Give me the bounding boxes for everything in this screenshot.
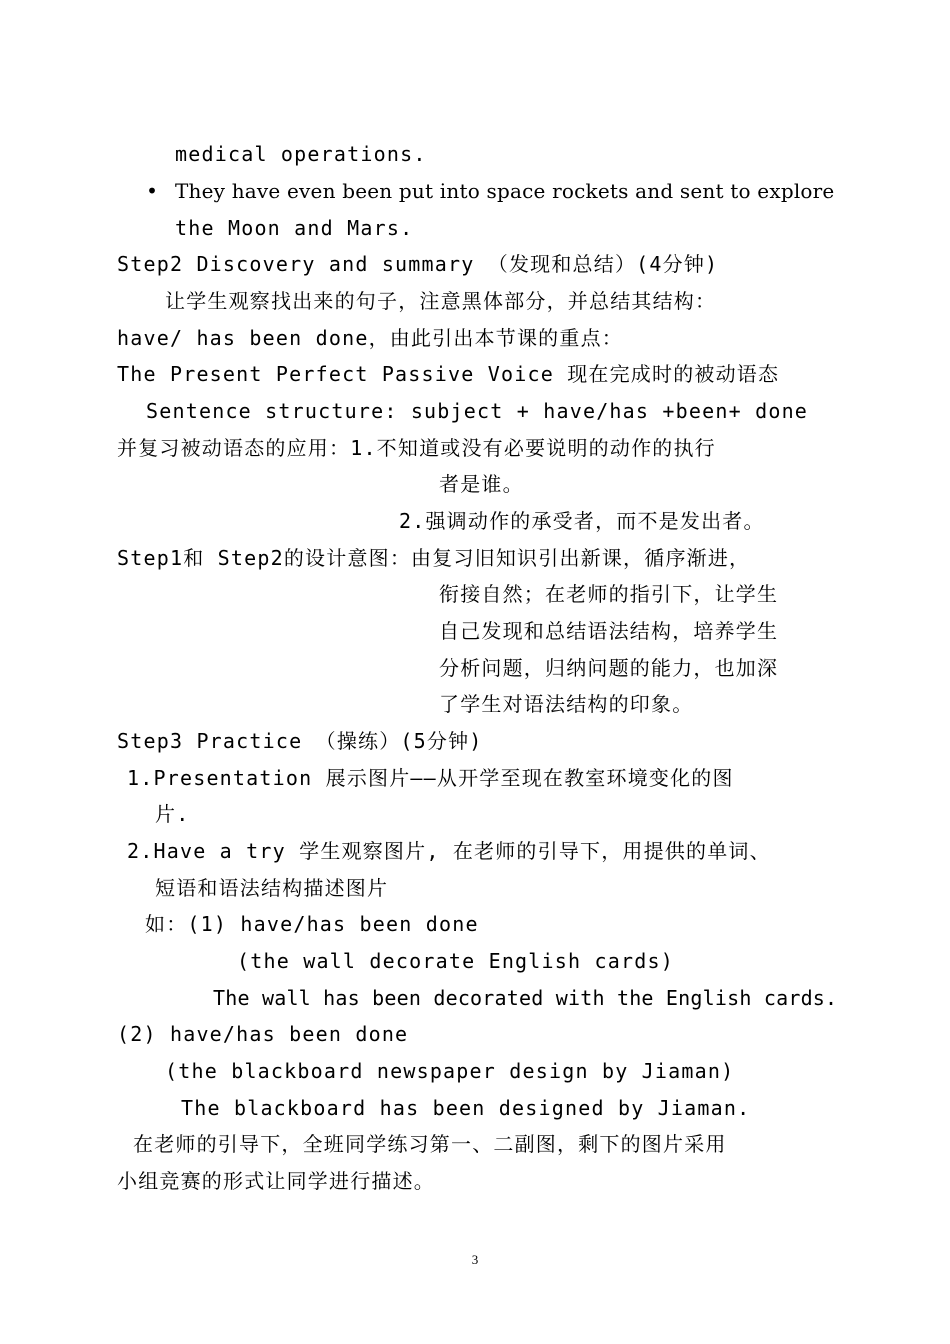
text-line: have/ has been done，由此引出本节课的重点： (117, 326, 623, 350)
text-line: The wall has been decorated with the English cards. (213, 986, 838, 1010)
text-line: 1.Presentation 展示图片——从开学至现在教室环境变化的图 (127, 766, 734, 790)
text-line: 如：(1) have/has been done (145, 912, 479, 936)
text-line: The blackboard has been designed by Jiaman. (181, 1096, 751, 1120)
text-line: 让学生观察找出来的句子，注意黑体部分，并总结其结构： (165, 289, 717, 313)
text-line: The Present Perfect Passive Voice 现在完成时的被动语态 (117, 362, 780, 386)
text-line: the Moon and Mars. (175, 216, 414, 240)
text-line: They have even been put into space rockets and sent to explore (175, 179, 835, 203)
text-line: (the blackboard newspaper design by Jiaman) (165, 1059, 735, 1083)
text-line: 在老师的引导下，全班同学练习第一、二副图，剩下的图片采用 (133, 1132, 727, 1156)
section-heading: Step2 Discovery and summary （发现和总结）(4分钟) (117, 252, 719, 276)
text-line: 衔接自然；在老师的指引下，让学生 (439, 582, 779, 606)
text-line: 并复习被动语态的应用：1.不知道或没有必要说明的动作的执行 (117, 436, 716, 460)
text-line: medical operations. (175, 142, 427, 166)
page-number: 3 (471, 1252, 479, 1267)
text-line: 分析问题，归纳问题的能力，也加深 (439, 656, 779, 680)
section-heading: Step3 Practice （操练）(5分钟) (117, 729, 483, 753)
text-line: 小组竞赛的形式让同学进行描述。 (117, 1169, 435, 1193)
text-line: (2) have/has been done (117, 1022, 409, 1046)
text-line: 了学生对语法结构的印象。 (439, 692, 694, 716)
text-line: Sentence structure: subject + have/has +been+ done (146, 399, 809, 423)
text-line: Step1和 Step2的设计意图：由复习旧知识引出新课，循序渐进， (117, 546, 751, 570)
text-line: 2.Have a try 学生观察图片, 在老师的引导下，用提供的单词、 (127, 839, 771, 863)
text-line: (the wall decorate English cards) (237, 949, 674, 973)
text-line: 2.强调动作的承受者，而不是发出者。 (399, 509, 765, 533)
text-line: 自己发现和总结语法结构，培养学生 (439, 619, 779, 643)
bullet: • (146, 179, 160, 203)
text-line: 短语和语法结构描述图片 (155, 876, 389, 900)
text-line: 片. (155, 802, 190, 826)
text-line: 者是谁。 (439, 472, 524, 496)
